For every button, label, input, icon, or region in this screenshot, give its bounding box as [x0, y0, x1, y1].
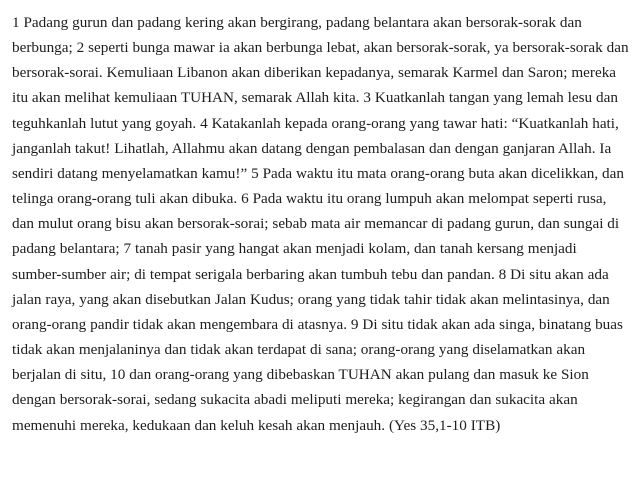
passage-text: 1 Padang gurun dan padang kering akan bergirang, padang belantara akan bersorak-sorak dan berbunga; 2 seperti bunga mawar ia akan berbunga lebat, akan bersorak-sorak, ya bersorak-sorak dan bersorak-sorai. Kemuliaan Libanon akan diberikan kepadanya, semarak Karmel dan Saron; mereka itu akan melihat kemuliaan TUHAN, semarak Allah kita. 3 Kuatkanlah tangan yang lemah lesu dan teguhkanlah lutut yang goyah. 4 Katakanlah kepada orang-orang yang tawar hati: “Kuatkanlah hati, janganlah takut! Lihatlah, Allahmu akan datang dengan pembalasan dan dengan ganjaran Allah. Ia sendiri datang menyelamatkan kamu!” 5 Pada waktu itu mata orang-orang buta akan dicelikkan, dan telinga orang-orang tuli akan dibuka. 6 Pada waktu itu orang lumpuh akan melompat seperti rusa, dan mulut orang bisu akan bersorak-sorai; sebab mata air memancar di padang gurun, dan sungai di padang belantara; 7 tanah pasir yang hangat akan menjadi kolam, dan tanah kersang menjadi sumber-sumber air; di tempat serigala berbaring akan tumbuh tebu dan pandan. 8 Di situ akan ada jalan raya, yang akan disebutkan Jalan Kudus; orang yang tidak tahir tidak akan melintasinya, dan orang-orang pandir tidak akan mengembara di atasnya. 9 Di situ tidak akan ada singa, binatang buas tidak akan menjalaninya dan tidak akan terdapat di sana; orang-orang yang diselamatkan akan berjalan di situ, 10 dan orang-orang yang dibebaskan TUHAN akan pulang dan masuk ke Sion dengan bersorak-sorai, sedang sukacita abadi meliputi mereka; kegirangan dan sukacita akan memenuhi mereka, kedukaan dan keluh kesah akan menjauh. (Yes 35,1-10 ITB)	[12, 14, 629, 434]
